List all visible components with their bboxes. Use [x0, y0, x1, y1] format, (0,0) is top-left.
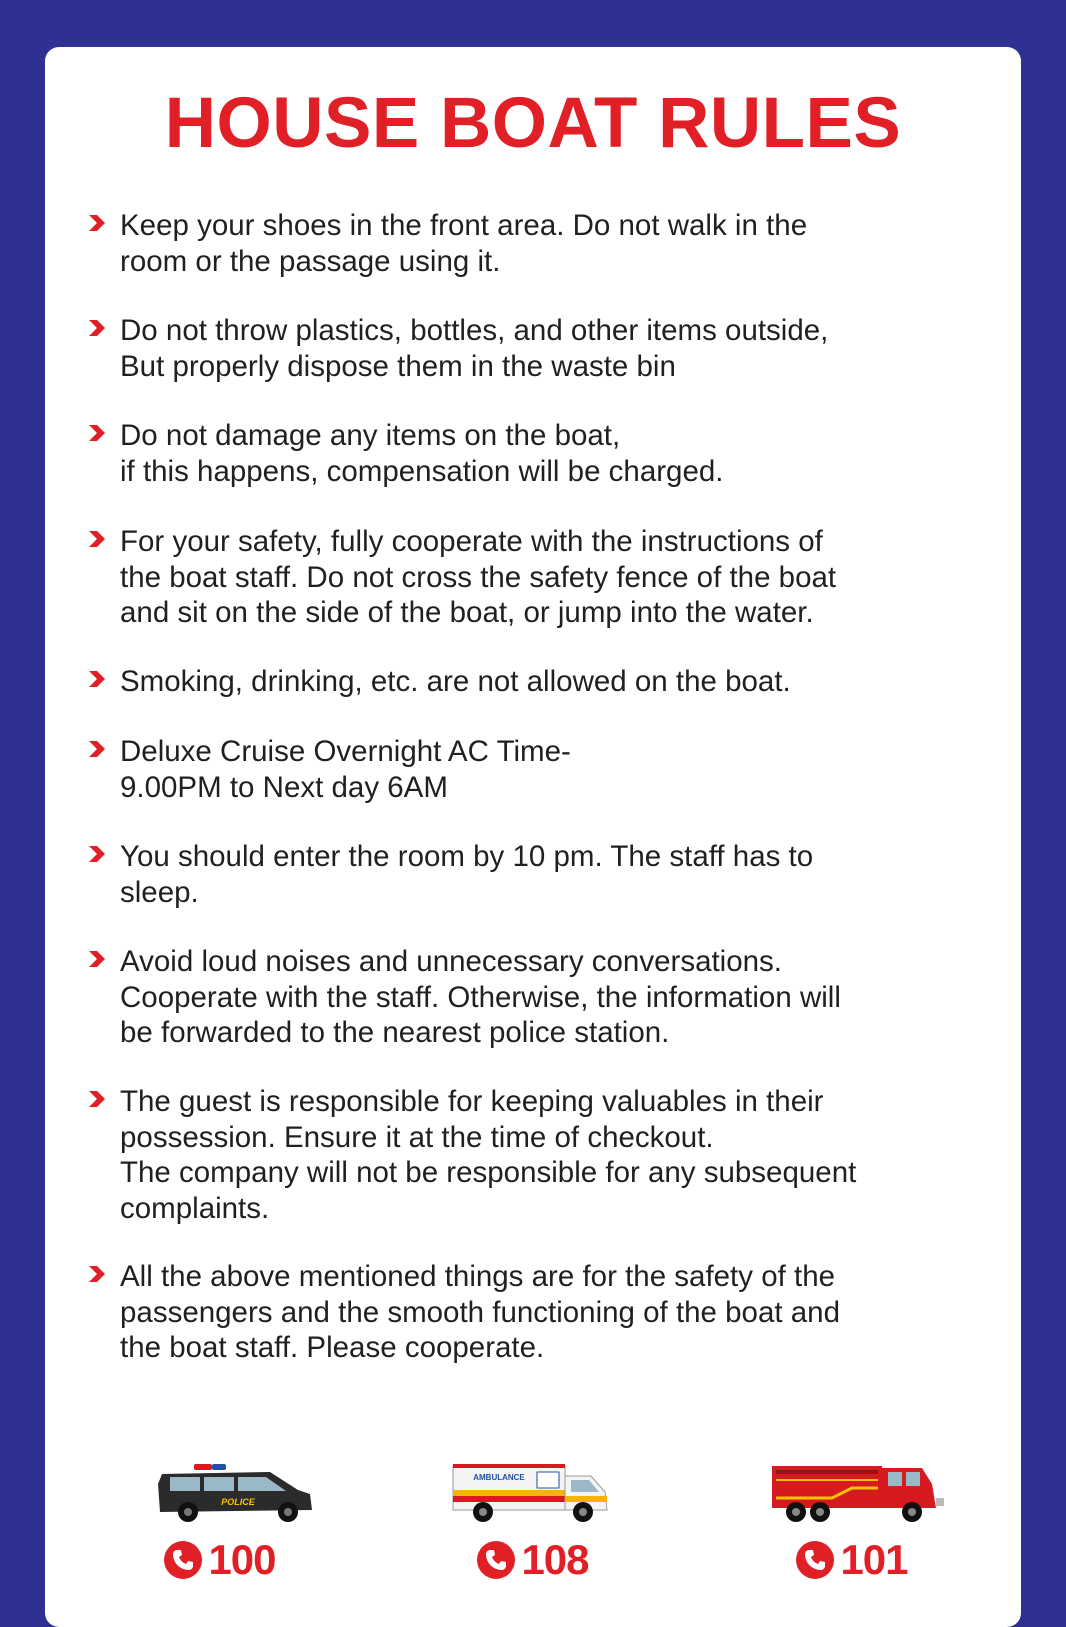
ambulance-icon: [413, 1450, 653, 1530]
chevron-right-icon: [85, 212, 107, 234]
emergency-contacts: [0, 1450, 1066, 1590]
chevron-right-icon: [85, 317, 107, 339]
chevron-right-icon: [85, 843, 107, 865]
chevron-right-icon: [85, 948, 107, 970]
chevron-right-icon: [85, 1088, 107, 1110]
phone-icon: [796, 1541, 834, 1579]
fire-number-text: 101: [840, 1536, 908, 1583]
rule-text: Do not damage any items on the boat, if this happens, compensation will be charged.: [120, 419, 724, 488]
phone-icon: [164, 1541, 202, 1579]
rule-text: Do not throw plastics, bottles, and other items outside, But properly dispose them in the waste bin: [120, 314, 829, 383]
fire-contact: [732, 1450, 972, 1590]
fire-number[interactable]: [732, 1535, 972, 1585]
police-vehicle-label: POLICE: [221, 1497, 255, 1507]
rule-text: Deluxe Cruise Overnight AC Time- 9.00PM to Next day 6AM: [120, 735, 571, 804]
rule-text: All the above mentioned things are for the safety of the passengers and the smooth functioning of the boat and the boat staff. Please cooperate.: [120, 1260, 840, 1364]
chevron-right-icon: [85, 1263, 107, 1285]
ambulance-number-text: 108: [521, 1536, 589, 1583]
rule-text: You should enter the room by 10 pm. The staff has to sleep.: [120, 840, 814, 909]
rule-text: Avoid loud noises and unnecessary conversations. Cooperate with the staff. Otherwise, the information will be forwarded to the nearest police station.: [120, 945, 841, 1049]
police-number-text: 100: [208, 1536, 276, 1583]
police-car-icon: [100, 1450, 340, 1530]
chevron-right-icon: [85, 422, 107, 444]
page-title: HOUSE BOAT RULES: [164, 84, 902, 163]
chevron-right-icon: [85, 738, 107, 760]
phone-icon: [477, 1541, 515, 1579]
fire-truck-icon: [732, 1450, 972, 1530]
rule-text: Smoking, drinking, etc. are not allowed on the boat.: [120, 665, 791, 698]
rule-text: For your safety, fully cooperate with the instructions of the boat staff. Do not cross the safety fence of the boat and sit on the side of the boat, or jump into the water.: [120, 525, 837, 629]
rule-text: Keep your shoes in the front area. Do not walk in the room or the passage using it.: [120, 209, 808, 278]
ambulance-contact: [413, 1450, 653, 1590]
ambulance-number[interactable]: [413, 1535, 653, 1585]
rule-text: The guest is responsible for keeping valuables in their possession. Ensure it at the time of checkout. The company will not be responsible for any subsequent complaints.: [120, 1085, 857, 1225]
police-number[interactable]: [100, 1535, 340, 1585]
chevron-right-icon: [85, 528, 107, 550]
ambulance-vehicle-label: AMBULANCE: [473, 1473, 525, 1482]
police-contact: [100, 1450, 340, 1590]
chevron-right-icon: [85, 668, 107, 690]
